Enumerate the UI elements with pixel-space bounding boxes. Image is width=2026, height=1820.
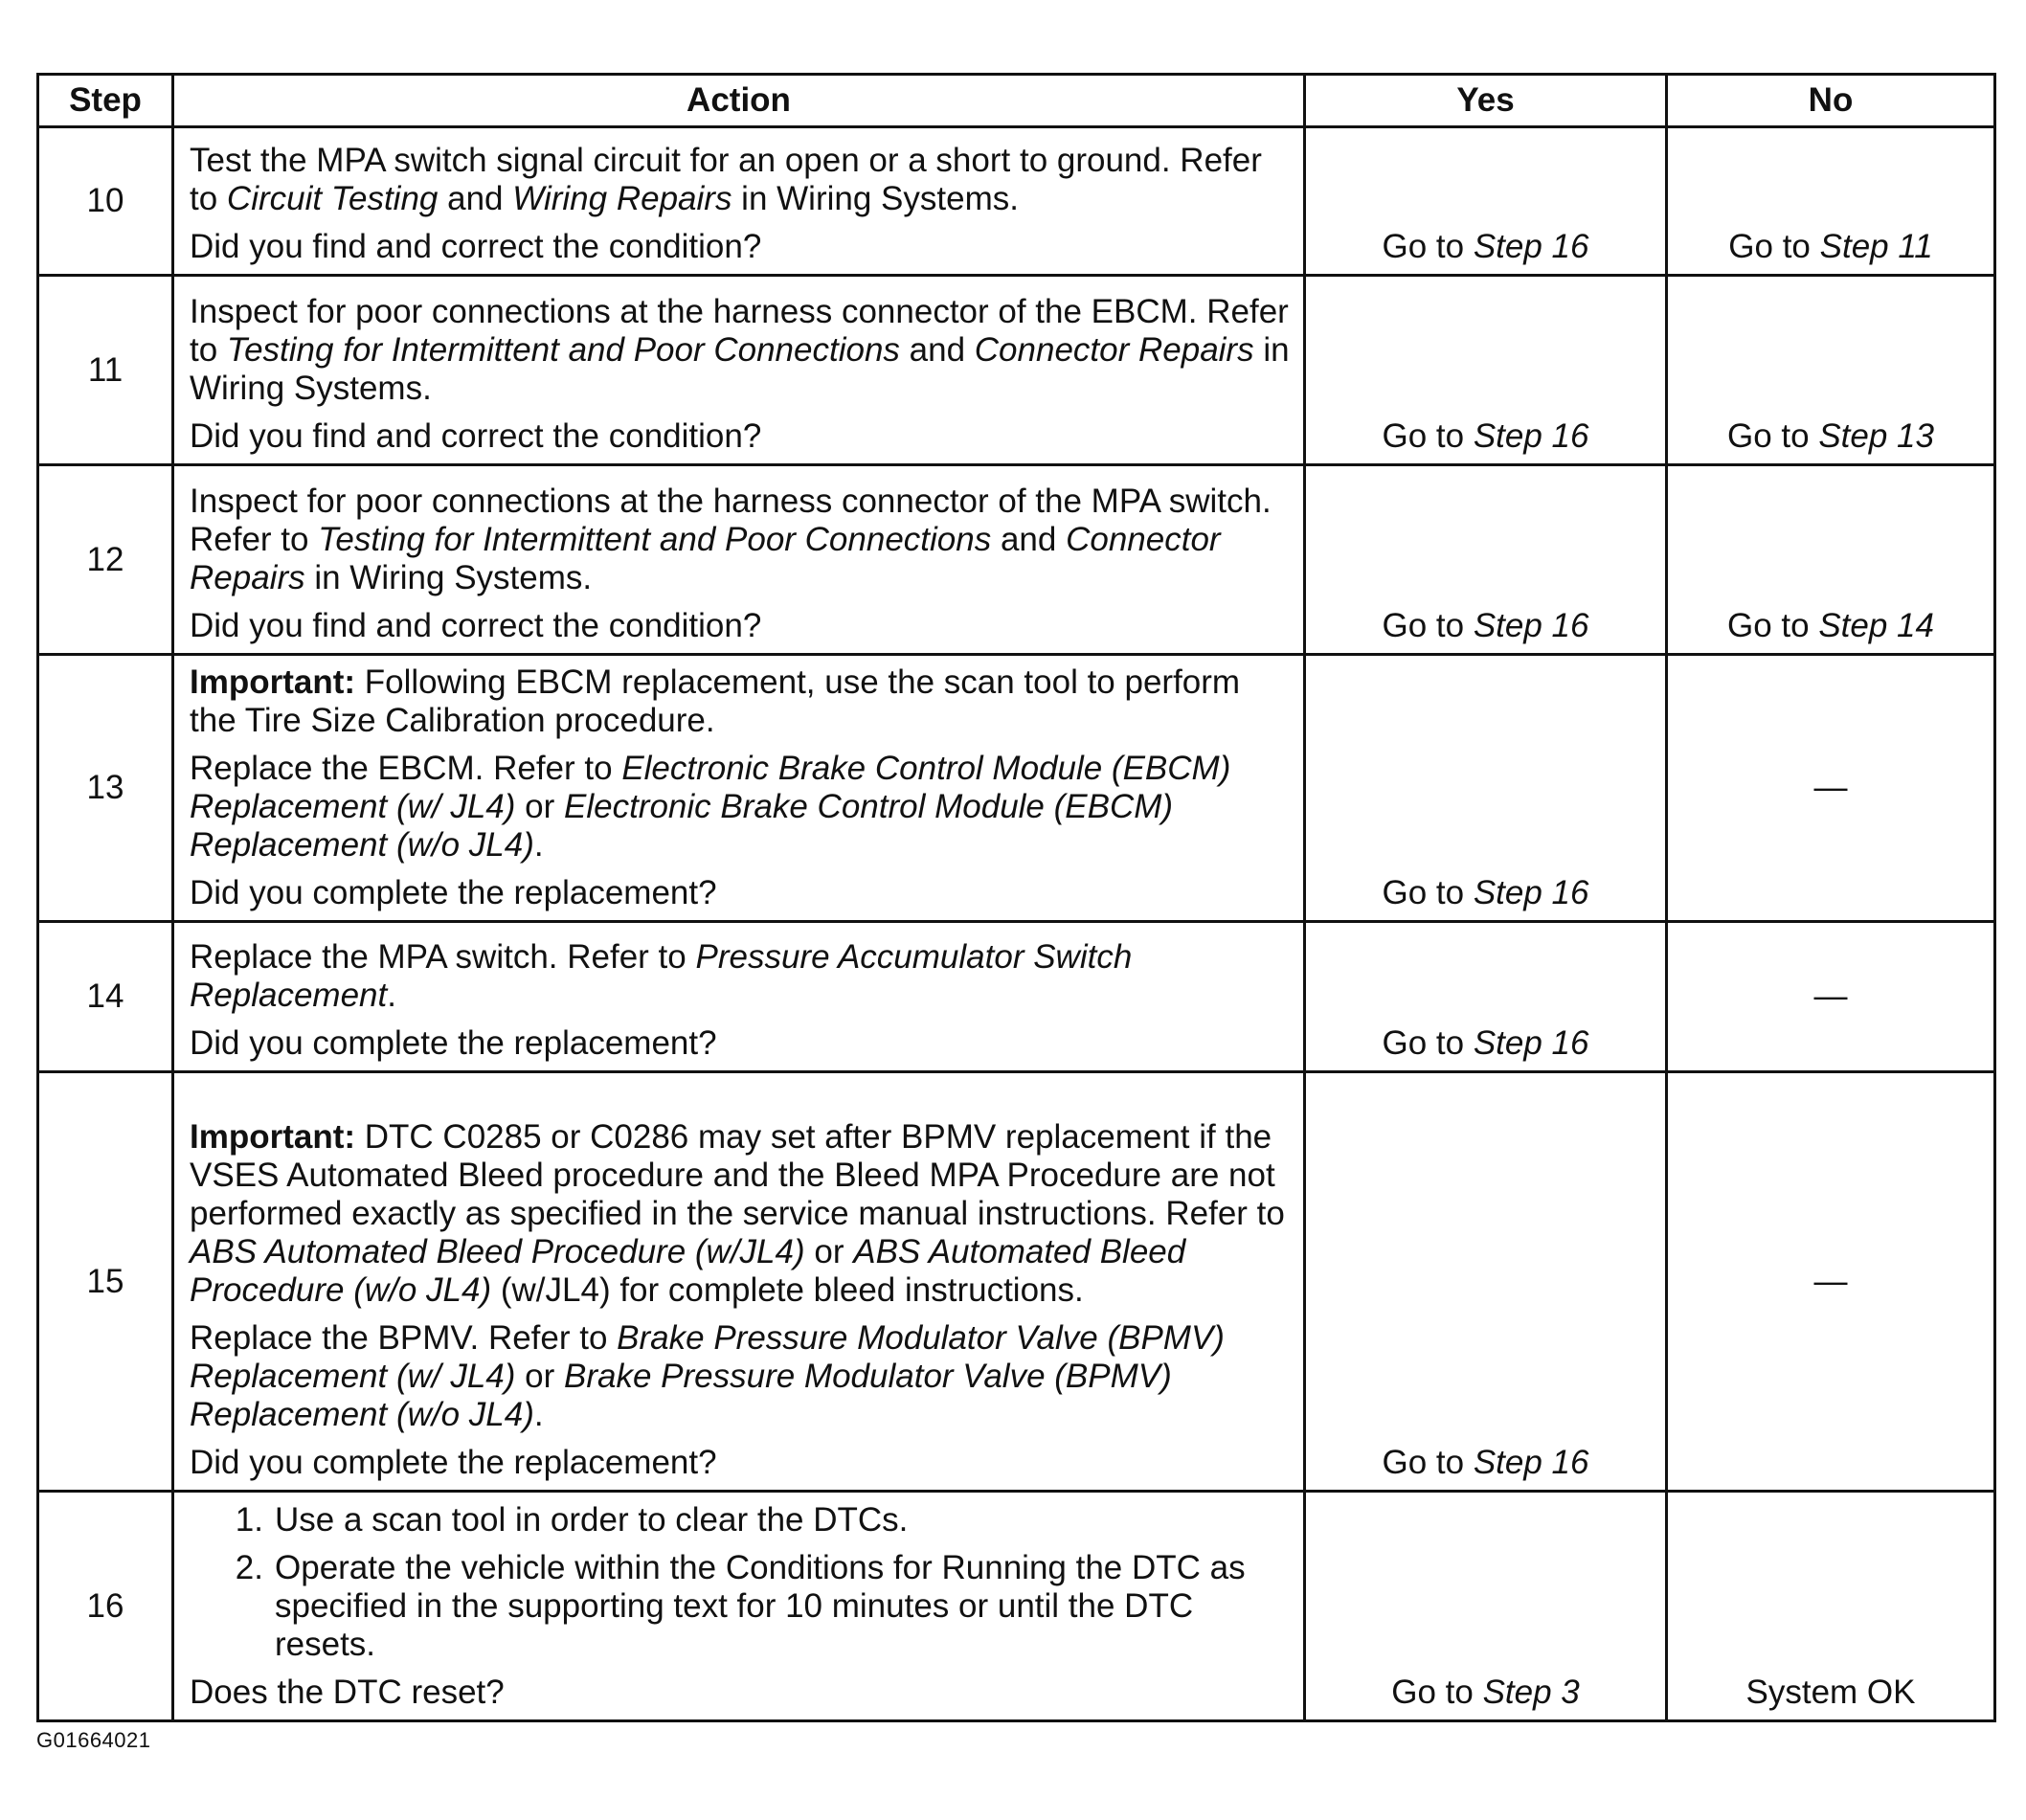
header-yes: Yes [1305, 75, 1667, 127]
step-reference: Step 16 [1473, 1024, 1589, 1062]
action-text: Inspect for poor connections at the harness connector of the MPA switch. Refer to Testing for Intermittent and Poor Connections and Connector Repairs in Wiring Systems. [190, 483, 1272, 596]
table-row [38, 1072, 1995, 1492]
table-row [38, 127, 1995, 276]
diagnostic-table [36, 73, 1996, 1722]
yes-cell: Go to Step 3 [1305, 1492, 1667, 1721]
reference-link: Circuit Testing [226, 180, 439, 217]
action-question: Did you complete the replacement? [190, 1024, 717, 1062]
no-cell: Go to Step 11 [1667, 127, 1995, 276]
list-item: 2. Operate the vehicle within the Conditions for Running the DTC as specified in the supporting text for 10 minutes or until the DTC resets. [235, 1549, 1246, 1663]
figure-id: G01664021 [36, 1728, 151, 1752]
table-row [38, 276, 1995, 465]
action-text: Replace the BPMV. Refer to Brake Pressure Modulator Valve (BPMV) Replacement (w/ JL4) or Brake Pressure Modulator Valve (BPMV) Replacement (w/o JL4). [190, 1319, 1225, 1433]
yes-cell: Go to Step 16 [1305, 655, 1667, 922]
no-cell: Go to Step 13 [1667, 276, 1995, 465]
action-question: Did you complete the replacement? [190, 874, 717, 911]
table-row [38, 655, 1995, 922]
reference-link: Electronic Brake Control Module (EBCM) Replacement (w/o JL4) [190, 788, 1174, 864]
action-cell [173, 465, 1305, 655]
table-row [38, 1492, 1995, 1721]
step-reference: Step 16 [1473, 874, 1589, 911]
reference-link: Wiring Repairs [512, 180, 732, 217]
yes-cell: Go to Step 16 [1305, 922, 1667, 1072]
no-cell: System OK [1667, 1492, 1995, 1721]
reference-link: Brake Pressure Modulator Valve (BPMV) Replacement (w/ JL4) [190, 1319, 1225, 1395]
table-header-row [38, 75, 1995, 127]
step-number: 14 [38, 922, 173, 1072]
step-reference: Step 14 [1818, 607, 1934, 644]
action-text: Replace the MPA switch. Refer to Pressure Accumulator Switch Replacement. [190, 938, 1133, 1014]
action-question: Did you find and correct the condition? [190, 607, 762, 644]
step-reference: Step 11 [1819, 228, 1933, 265]
step-number: 13 [38, 655, 173, 922]
action-cell [173, 922, 1305, 1072]
action-cell [173, 276, 1305, 465]
important-note: Important: DTC C0285 or C0286 may set after BPMV replacement if the VSES Automated Bleed procedure and the Bleed MPA Procedure are not performed exactly as specified in the service manual instructions. Refer to ABS Automated Bleed Procedure (w/JL4) or ABS Automated Bleed Procedure (w/o JL4) (w/JL4) for complete bleed instructions. [190, 1118, 1285, 1309]
table-row [38, 465, 1995, 655]
reference-link: Pressure Accumulator Switch Replacement [190, 938, 1133, 1014]
step-reference: Step 16 [1473, 607, 1589, 644]
action-question: Did you find and correct the condition? [190, 228, 762, 265]
important-note: Important: Following EBCM replacement, use the scan tool to perform the Tire Size Calibration procedure. [190, 663, 1241, 739]
header-action: Action [173, 75, 1305, 127]
step-reference: Step 16 [1473, 228, 1589, 265]
action-cell [173, 655, 1305, 922]
action-cell [173, 1072, 1305, 1492]
table-row [38, 922, 1995, 1072]
action-text: Test the MPA switch signal circuit for an open or a short to ground. Refer to Circuit Testing and Wiring Repairs in Wiring Systems. [190, 142, 1262, 217]
yes-cell: Go to Step 16 [1305, 276, 1667, 465]
important-label: Important: [190, 1118, 356, 1156]
action-question: Does the DTC reset? [190, 1674, 505, 1711]
step-number: 16 [38, 1492, 173, 1721]
step-number: 15 [38, 1072, 173, 1492]
action-question: Did you find and correct the condition? [190, 417, 762, 455]
yes-cell: Go to Step 16 [1305, 127, 1667, 276]
action-question: Did you complete the replacement? [190, 1444, 717, 1481]
step-number: 11 [38, 276, 173, 465]
action-cell [173, 1492, 1305, 1721]
no-cell: — [1667, 1072, 1995, 1492]
step-reference: Step 13 [1818, 417, 1934, 455]
reference-link: Testing for Intermittent and Poor Connections [226, 331, 900, 369]
yes-cell: Go to Step 16 [1305, 465, 1667, 655]
step-reference: Step 16 [1473, 1444, 1589, 1481]
step-number: 12 [38, 465, 173, 655]
yes-cell: Go to Step 16 [1305, 1072, 1667, 1492]
step-number: 10 [38, 127, 173, 276]
reference-link: Connector Repairs [974, 331, 1254, 369]
important-label: Important: [190, 663, 356, 701]
action-text: Replace the EBCM. Refer to Electronic Brake Control Module (EBCM) Replacement (w/ JL4) or Electronic Brake Control Module (EBCM) Replacement (w/o JL4). [190, 750, 1231, 864]
reference-link: Electronic Brake Control Module (EBCM) Replacement (w/ JL4) [190, 750, 1231, 825]
header-step: Step [38, 75, 173, 127]
reference-link: Testing for Intermittent and Poor Connections [318, 521, 992, 558]
numbered-list [190, 1501, 1290, 1664]
no-cell: Go to Step 14 [1667, 465, 1995, 655]
reference-link: Brake Pressure Modulator Valve (BPMV) Replacement (w/o JL4) [190, 1358, 1172, 1433]
reference-link: ABS Automated Bleed Procedure (w/o JL4) [190, 1233, 1186, 1309]
step-reference: Step 16 [1473, 417, 1589, 455]
reference-link: Connector Repairs [190, 521, 1221, 596]
no-cell: — [1667, 922, 1995, 1072]
action-cell [173, 127, 1305, 276]
no-cell: — [1667, 655, 1995, 922]
action-text: Inspect for poor connections at the harness connector of the EBCM. Refer to Testing for Intermittent and Poor Connections and Connector Repairs in Wiring Systems. [190, 293, 1290, 407]
list-item: 1. Use a scan tool in order to clear the DTCs. [235, 1501, 909, 1539]
step-reference: Step 3 [1482, 1674, 1580, 1711]
reference-link: ABS Automated Bleed Procedure (w/JL4) [190, 1233, 805, 1270]
header-no: No [1667, 75, 1995, 127]
